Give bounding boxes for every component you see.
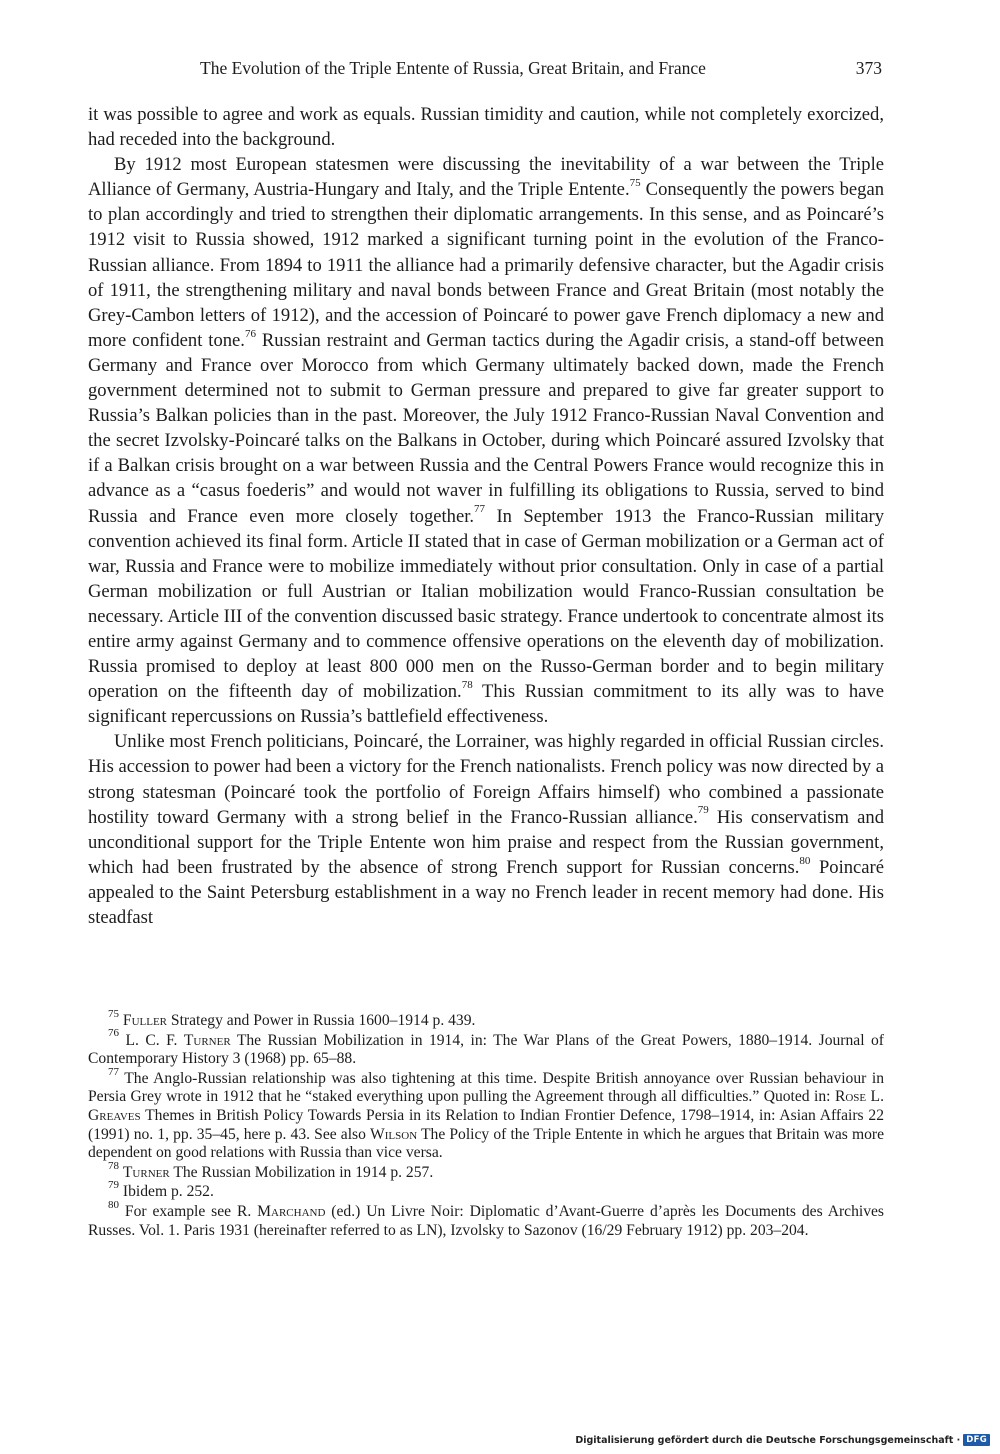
footnote-ref[interactable]: 78 bbox=[461, 678, 473, 691]
author-name: Wilson bbox=[370, 1125, 418, 1143]
text-run: it was possible to agree and work as equals. Russian timidity and caution, while not completely exorcized, had receded into the background. bbox=[88, 104, 884, 151]
footnote-ref[interactable]: 79 bbox=[697, 804, 709, 817]
author-name: Turner bbox=[183, 1031, 231, 1049]
footnote-number: 77 bbox=[108, 1065, 119, 1078]
footnote-ref[interactable]: 76 bbox=[244, 327, 256, 340]
digitization-footer bbox=[575, 1434, 990, 1446]
footnote-number: 78 bbox=[108, 1159, 119, 1172]
author-name: Rose L. Greaves bbox=[88, 1088, 884, 1124]
text-run: The Anglo-Russian relationship was also tightening at this time. Despite British annoyance over Russian behaviour in Persia Grey wrote in 1912 that he “staked everything upon pulling the Agreement through all difficulties.” Quoted in: bbox=[88, 1069, 884, 1106]
text-run: This Russian commitment to its ally was to have significant repercussions on Russia’s battlefield effectiveness. bbox=[88, 681, 884, 728]
paragraph bbox=[88, 102, 884, 152]
footnote bbox=[88, 1198, 884, 1240]
text-run: For example see R. bbox=[124, 1202, 258, 1220]
text-run: Themes in British Policy Towards Persia in its Relation to Indian Frontier Defence, 1798–1914, in: Asian Affairs 22 (1991) no. 1, pp. 35–45, here p. 43. See also bbox=[88, 1106, 884, 1143]
digitization-note: Digitalisierung gefördert durch die Deutsche Forschungsgemeinschaft · bbox=[575, 1434, 961, 1446]
text-run: The Russian Mobilization in 1914, in: The War Plans of the Great Powers, 1880–1914. Journal of Contemporary History 3 (1968) pp. 65–88. bbox=[88, 1031, 884, 1068]
footnote-ref[interactable]: 75 bbox=[629, 177, 641, 190]
footnote bbox=[88, 1179, 884, 1202]
running-title: The Evolution of the Triple Entente of Russia, Great Britain, and France bbox=[200, 58, 706, 78]
footnotes bbox=[88, 1007, 885, 1241]
text-run: L. C. F. bbox=[125, 1031, 184, 1049]
author-name: Marchand bbox=[257, 1202, 326, 1220]
footnote-number: 79 bbox=[108, 1179, 119, 1192]
text-run: (ed.) Un Livre Noir: Diplomatic d’Avant-Guerre d’après les Documents des Archives Russes. Vol. 1. Paris 1931 (hereinafter referred to as LN), Izvolsky to Sazonov (16/29 February 1912) pp. 203–204. bbox=[88, 1202, 884, 1239]
text-run: Russian restraint and German tactics during the Agadir crisis, a stand-off between Germany and France over Morocco from which Germany ultimately backed down, made the French government determined not to submit to German pressure and prepared to give far greater support to Russia’s Balkan policies than in the past. Moreover, the July 1912 Franco-Russian Naval Convention and the secret Izvolsky-Poincaré talks on the Balkans in October, during which Poincaré assured Izvolsky that if a Balkan crisis brought on a war between Russia and the Central Powers France would recognize this in advance as a “casus foederis” and would not waver in fulfilling its obligations to Russia, served to bind Russia and France even more closely together. bbox=[88, 329, 884, 527]
footnote-ref[interactable]: 77 bbox=[474, 503, 486, 516]
footnote-number: 80 bbox=[108, 1198, 119, 1211]
footnote-number: 76 bbox=[108, 1027, 119, 1040]
text-run: Consequently the powers began to plan accordingly and tried to strengthen their diplomatic arrangements. In this sense, and as Poincaré’s 1912 visit to Russia showed, 1912 marked a significant turning point in the evolution of the Franco-Russian alliance. From 1894 to 1911 the alliance had a primarily defensive character, but the Agadir crisis of 1911, the strengthening military and naval bonds between France and Great Britain (most notably the Grey-Cambon letters of 1912), and the accession of Poincaré to power gave French diplomacy a new and more confident tone. bbox=[88, 179, 884, 351]
text-run: The Policy of the Triple Entente in which he argues that Britain was more dependent on good relations with Russia than vice versa. bbox=[88, 1125, 885, 1162]
text-run: Ibidem p. 252. bbox=[122, 1183, 214, 1201]
text-run: In September 1913 the Franco-Russian military convention achieved its final form. Article II stated that in case of German mobilization or a German act of war, Russia and France were to mobilize immediately without prior consultation. Only in case of a partial German mobilization or full Austrian or Italian mobilization would Franco-Russian consultation be necessary. Article III of the convention discussed basic strategy. France undertook to concentrate almost its entire army against Germany and to commence offensive operations on the eleventh day of mobilization. Russia promised to deploy at least 800 000 men on the Russo-German border and to begin military operation on the fifteenth day of mobilization. bbox=[88, 505, 884, 703]
paragraph bbox=[88, 729, 884, 930]
text-run: Strategy and Power in Russia 1600–1914 p. 439. bbox=[167, 1012, 476, 1029]
running-head bbox=[88, 58, 884, 82]
text-run: Unlike most French politicians, Poincaré, the Lorrainer, was highly regarded in official Russian circles. His accession to power had been a victory for the French nationalists. French policy was now directed by a strong statesman (Poincaré took the portfolio of Foreign Affairs himself) who combined a passionate hostility toward Germany with a strong belief in the Franco-Russian alliance. bbox=[88, 731, 884, 828]
author-name: Fuller bbox=[122, 1012, 168, 1029]
text-run: The Russian Mobilization in 1914 p. 257. bbox=[169, 1163, 434, 1181]
footnote bbox=[88, 1159, 884, 1183]
text-run: His conservatism and unconditional support for the Triple Entente won him praise and respect from the Russian government, which had been frustrated by the absence of strong French support for Russian concerns. bbox=[88, 806, 885, 878]
page-number: 373 bbox=[855, 58, 882, 78]
body-text bbox=[88, 102, 884, 930]
text-run: By 1912 most European statesmen were discussing the inevitability of a war between the Triple Alliance of Germany, Austria-Hungary and Italy, and the Triple Entente. bbox=[88, 154, 884, 201]
author-name: Turner bbox=[122, 1163, 170, 1181]
text-run: Poincaré appealed to the Saint Petersburg establishment in a way no French leader in recent memory had done. His steadfast bbox=[88, 856, 885, 928]
paragraph bbox=[88, 152, 884, 729]
footnote-ref[interactable]: 80 bbox=[799, 854, 811, 867]
footnote bbox=[88, 1007, 884, 1031]
footnote-number: 75 bbox=[108, 1007, 119, 1020]
footnote bbox=[88, 1065, 885, 1163]
footnote bbox=[88, 1027, 884, 1069]
dfg-logo: DFG bbox=[963, 1434, 990, 1446]
